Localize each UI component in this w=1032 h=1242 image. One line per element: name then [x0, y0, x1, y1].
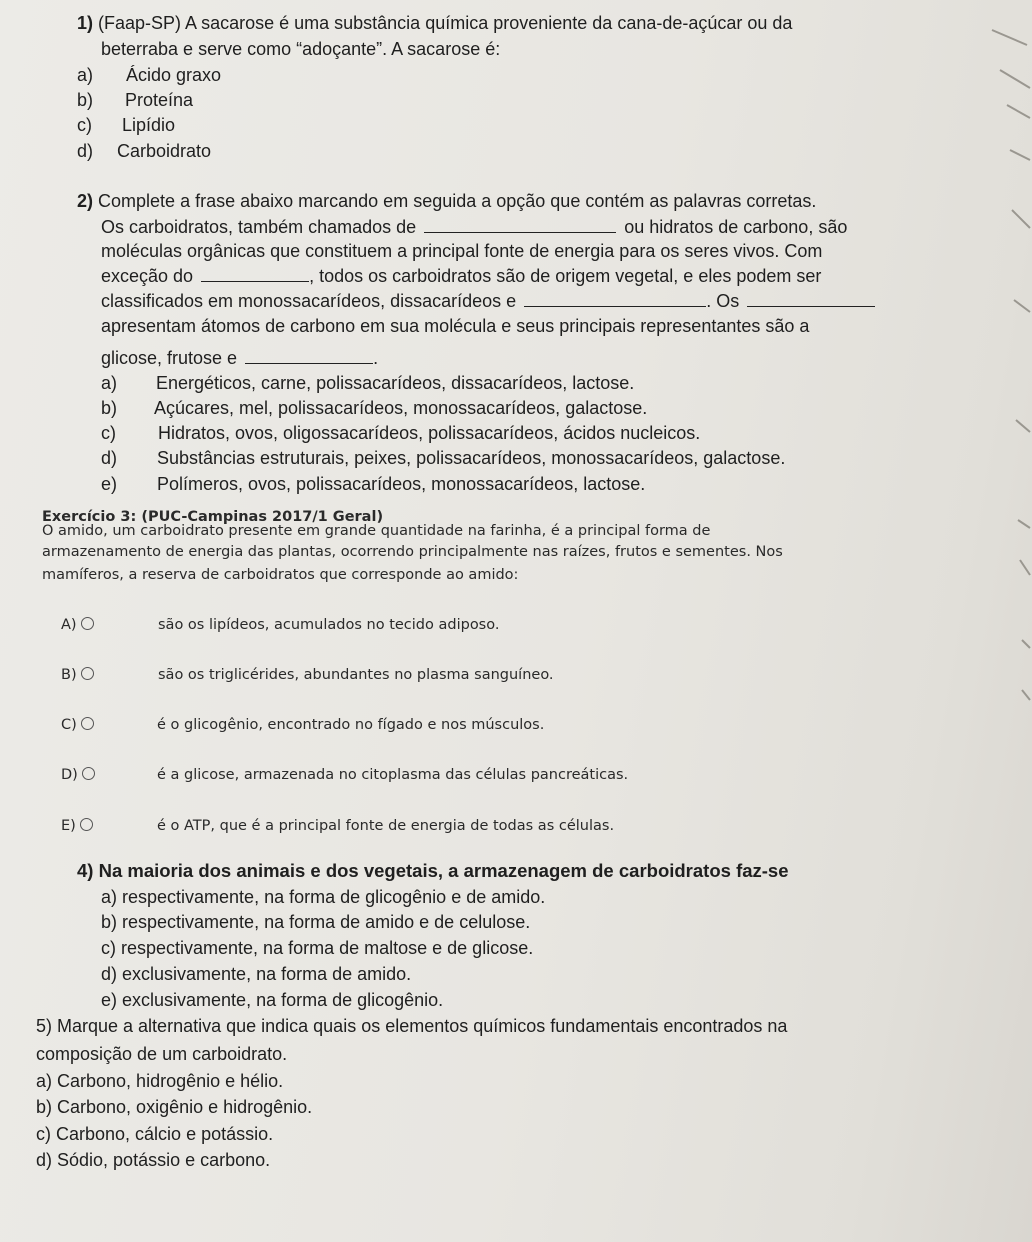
q1-line-2: beterraba e serve como “adoçante”. A sacarose é: — [101, 39, 501, 59]
radio-circle-icon[interactable] — [80, 818, 93, 831]
page-edge-binding — [972, 0, 1032, 760]
q1-option-d[interactable] — [77, 140, 212, 162]
q3-title: Exercício 3: (PUC-Campinas 2017/1 Geral) — [42, 509, 384, 525]
q2-paragraph-line-2: moléculas orgânicas que constituem a principal fonte de energia para os seres vivos. Com — [101, 241, 823, 261]
q2-text: Os carboidratos, também chamados de — [101, 217, 417, 237]
q2-line-intro — [77, 190, 816, 212]
q3-option-e[interactable] — [61, 815, 615, 837]
fill-blank[interactable] — [747, 290, 875, 307]
option-letter: a) — [101, 373, 118, 393]
option-text: Energéticos, carne, polissacarídeos, dissacarídeos, lactose. — [156, 373, 635, 393]
option-text: Substâncias estruturais, peixes, polissacarídeos, monossacarídeos, galactose. — [157, 448, 786, 468]
q3-option-c[interactable] — [61, 714, 545, 736]
q2-option-e[interactable] — [101, 473, 646, 495]
q2-text: exceção do — [101, 266, 194, 286]
q4-option-c[interactable]: c) respectivamente, na forma de maltose e de glicose. — [101, 938, 534, 958]
option-text: Polímeros, ovos, polissacarídeos, monossacarídeos, lactose. — [157, 474, 646, 494]
q3-line-3: mamíferos, a reserva de carboidratos que corresponde ao amido: — [42, 567, 519, 583]
option-letter: a) — [77, 65, 94, 85]
q2-text: , todos os carboidratos são de origem vegetal, e eles podem ser — [309, 266, 822, 286]
option-text: Carboidrato — [117, 141, 212, 161]
q2-text: glicose, frutose e — [101, 348, 238, 368]
q5-line-1: 5) Marque a alternativa que indica quais os elementos químicos fundamentais encontrados na — [36, 1016, 788, 1036]
option-letter: c) — [101, 423, 116, 443]
option-text: Lipídio — [122, 115, 176, 135]
q2-paragraph-line-3 — [101, 265, 821, 287]
option-letter: A) — [61, 617, 77, 633]
q3-line-1: O amido, um carboidrato presente em grande quantidade na farinha, é a principal forma de — [42, 523, 711, 539]
fill-blank[interactable] — [524, 290, 706, 307]
option-letter: b) — [77, 90, 94, 110]
q3-option-d[interactable] — [61, 764, 629, 786]
q2-paragraph-line-5: apresentam átomos de carbono em sua molécula e seus principais representantes são a — [101, 316, 810, 336]
q2-paragraph-line-6 — [101, 347, 378, 369]
q1-text-1: (Faap-SP) A sacarose é uma substância química proveniente da cana-de-açúcar ou da — [98, 13, 793, 33]
option-text: Ácido graxo — [126, 65, 222, 85]
q1-option-a[interactable] — [77, 64, 222, 86]
option-letter: B) — [61, 667, 77, 683]
option-text: Proteína — [125, 90, 194, 110]
option-text: são os triglicérides, abundantes no plasma sanguíneo. — [158, 667, 554, 683]
q2-option-a[interactable] — [101, 372, 635, 394]
option-letter: D) — [61, 767, 78, 783]
q3-option-a[interactable] — [61, 614, 500, 636]
option-letter: d) — [77, 141, 94, 161]
option-text: é o ATP, que é a principal fonte de energia de todas as células. — [157, 818, 615, 834]
q2-option-d[interactable] — [101, 447, 786, 469]
radio-circle-icon[interactable] — [81, 617, 94, 630]
q1-number: 1) — [77, 13, 94, 33]
fill-blank[interactable] — [245, 347, 373, 364]
q2-text: ou hidratos de carbono, são — [624, 217, 848, 237]
option-letter: e) — [101, 474, 118, 494]
q5-option-a[interactable]: a) Carbono, hidrogênio e hélio. — [36, 1071, 284, 1091]
radio-circle-icon[interactable] — [81, 667, 94, 680]
option-letter: d) — [101, 448, 118, 468]
q4-option-e[interactable]: e) exclusivamente, na forma de glicogênio. — [101, 990, 444, 1010]
q1-option-c[interactable] — [77, 114, 176, 136]
q2-intro: Complete a frase abaixo marcando em seguida a opção que contém as palavras corretas. — [98, 191, 817, 211]
q5-option-c[interactable]: c) Carbono, cálcio e potássio. — [36, 1124, 274, 1144]
q2-text: classificados em monossacarídeos, dissacarídeos e — [101, 291, 517, 311]
radio-circle-icon[interactable] — [82, 767, 95, 780]
q1-option-b[interactable] — [77, 89, 194, 111]
q4-option-d[interactable]: d) exclusivamente, na forma de amido. — [101, 964, 412, 984]
q2-paragraph-line-1 — [101, 216, 847, 238]
q1-line-1 — [77, 12, 792, 34]
option-text: Açúcares, mel, polissacarídeos, monossacarídeos, galactose. — [154, 398, 648, 418]
option-letter: b) — [101, 398, 118, 418]
q5-option-d[interactable]: d) Sódio, potássio e carbono. — [36, 1150, 271, 1170]
radio-circle-icon[interactable] — [81, 717, 94, 730]
q2-option-c[interactable] — [101, 422, 701, 444]
q5-option-b[interactable]: b) Carbono, oxigênio e hidrogênio. — [36, 1097, 313, 1117]
option-text: são os lipídeos, acumulados no tecido adiposo. — [158, 617, 500, 633]
q2-paragraph-line-4 — [101, 290, 875, 312]
option-text: é o glicogênio, encontrado no fígado e nos músculos. — [157, 717, 545, 733]
option-letter: E) — [61, 818, 76, 834]
fill-blank[interactable] — [424, 216, 616, 233]
option-text: é a glicose, armazenada no citoplasma das células pancreáticas. — [157, 767, 629, 783]
q3-option-b[interactable] — [61, 664, 554, 686]
q5-line-2: composição de um carboidrato. — [36, 1044, 288, 1064]
q3-line-2: armazenamento de energia das plantas, ocorrendo principalmente nas raízes, frutos e sementes. Nos — [42, 544, 783, 560]
q4-option-a[interactable]: a) respectivamente, na forma de glicogênio e de amido. — [101, 887, 546, 907]
q2-text: . Os — [706, 291, 740, 311]
q2-text: . — [373, 348, 379, 368]
q4-option-b[interactable]: b) respectivamente, na forma de amido e de celulose. — [101, 912, 531, 932]
fill-blank[interactable] — [201, 265, 309, 282]
option-letter: c) — [77, 115, 92, 135]
q4-title: 4) Na maioria dos animais e dos vegetais, a armazenagem de carboidratos faz-se — [77, 860, 789, 881]
q2-option-b[interactable] — [101, 397, 648, 419]
option-letter: C) — [61, 717, 77, 733]
option-text: Hidratos, ovos, oligossacarídeos, polissacarídeos, ácidos nucleicos. — [158, 423, 701, 443]
q2-number: 2) — [77, 191, 94, 211]
